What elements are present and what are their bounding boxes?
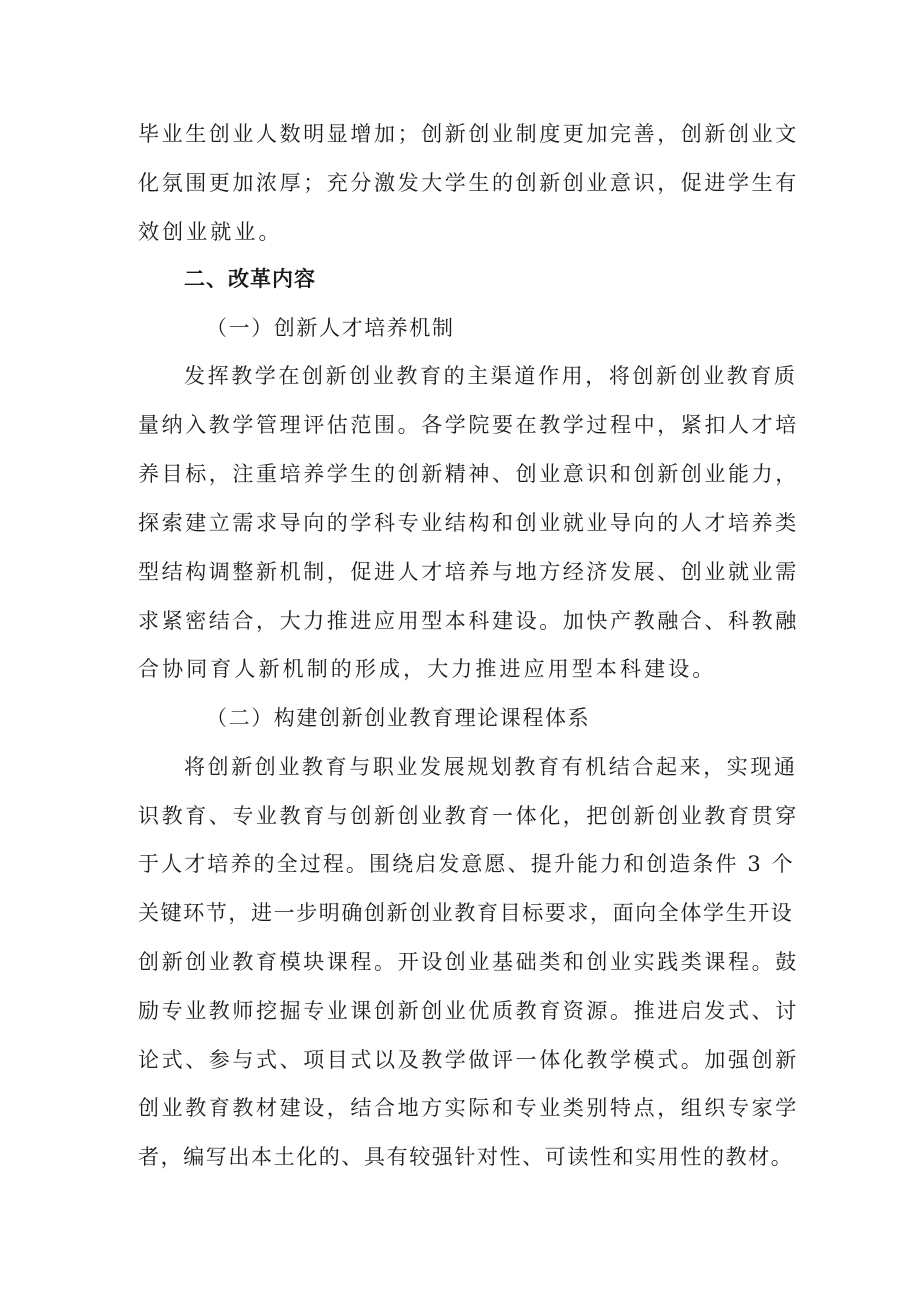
text-line: 创业教育教材建设，结合地方实际和专业类别特点，组织专家学 [138,1096,799,1120]
subsection-heading: （二）构建创新创业教育理论课程体系 [206,706,591,730]
text-line: 励专业教师挖掘专业课创新创业优质教育资源。推进启发式、讨 [138,999,799,1023]
text-line: 识教育、专业教育与创新创业教育一体化，把创新创业教育贯穿 [138,804,799,828]
text-line: 于人才培养的全过程。围绕启发意愿、提升能力和创造条件 3 个 [138,852,795,876]
text-line: 探索建立需求导向的学科专业结构和创业就业导向的人才培养类 [138,511,799,535]
section-heading: 二、改革内容 [184,267,316,291]
text-line: 求紧密结合，大力推进应用型本科建设。加快产教融合、科教融 [138,609,799,633]
text-line: 效创业就业。 [138,220,283,244]
paragraph-first-line: 将创新创业教育与职业发展规划教育有机结合起来，实现通 [184,755,798,779]
text-line: 养目标，注重培养学生的创新精神、创业意识和创新创业能力， [138,462,799,486]
paragraph-first-line: 发挥教学在创新创业教育的主渠道作用，将创新创业教育质 [184,364,798,388]
text-line: 毕业生创业人数明显增加；创新创业制度更加完善，创新创业文 [138,122,799,146]
subsection-heading: （一）创新人才培养机制 [206,316,455,340]
text-line: 论式、参与式、项目式以及教学做评一体化教学模式。加强创新 [138,1048,799,1072]
text-line: 者，编写出本土化的、具有较强针对性、可读性和实用性的教材。 [138,1145,794,1169]
text-line: 合协同育人新机制的形成，大力推进应用型本科建设。 [138,657,717,681]
text-line: 关键环节，进一步明确创新创业教育目标要求，面向全体学生开设 [138,901,794,925]
text-line: 量纳入教学管理评估范围。各学院要在教学过程中，紧扣人才培 [138,413,799,437]
text-line: 型结构调整新机制，促进人才培养与地方经济发展、创业就业需 [138,560,799,584]
text-line: 创新创业教育模块课程。开设创业基础类和创业实践类课程。鼓 [138,950,799,974]
text-line: 化氛围更加浓厚；充分激发大学生的创新创业意识，促进学生有 [138,171,799,195]
